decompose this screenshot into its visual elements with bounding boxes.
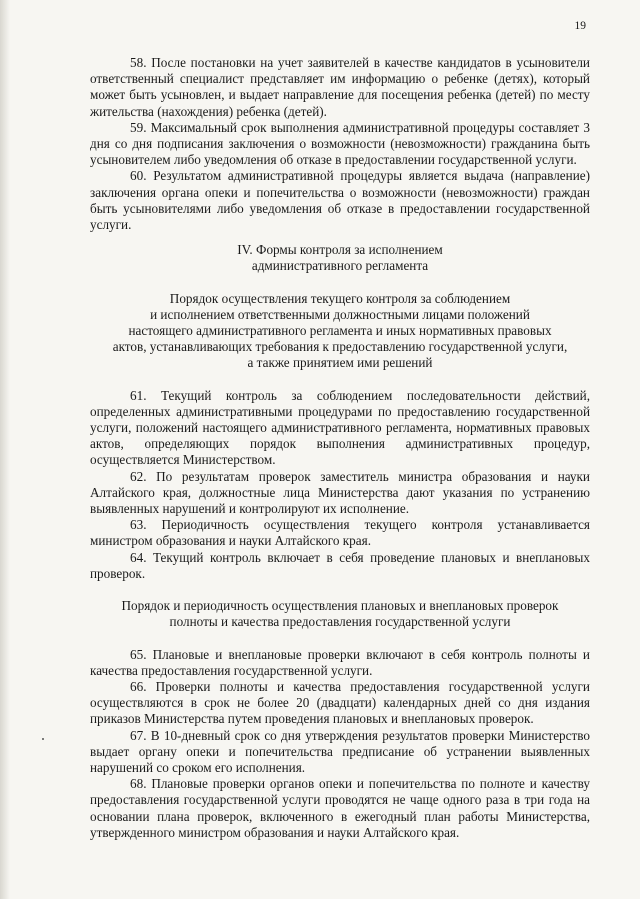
paragraph-58: 58. После постановки на учет заявителей в качестве кандидатов в усыновители ответственный специалист представляет им информацию о ребенке (детях), который может быть усыновлен, и выдает направление для посещения ребенка (детей) по месту жительства (нахождения) ребенка (детей).: [90, 55, 590, 119]
page-number: 19: [574, 20, 586, 32]
subheading-1-line-1: Порядок осуществления текущего контроля за соблюдением: [169, 290, 511, 306]
paragraph-66: 66. Проверки полноты и качества предоставления государственной услуги осуществляются в срок не более 20 (двадцати) календарных дней со дня издания приказов Министерства путем проведения плановых и внеплановых проверок.: [90, 678, 590, 727]
section-heading-line-1: IV. Формы контроля за исполнением: [237, 242, 443, 258]
subheading-2-line-2: полноты и качества предоставления государственной услуги: [169, 614, 511, 630]
section-heading: [90, 242, 590, 274]
paragraph-62: 62. По результатам проверок заместитель министра образования и науки Алтайского края, должностные лица Министерства дают указания по устранению выявленных нарушений и контролируют их исполнение.: [90, 468, 590, 517]
document-body: [90, 55, 590, 841]
paragraph-65: 65. Плановые и внеплановые проверки включают в себя контроль полноты и качества предоставления государственной услуги.: [90, 646, 590, 678]
subheading-current-control: [90, 291, 590, 372]
paragraph-67: 67. В 10-дневный срок со дня утверждения результатов проверки Министерство выдает органу опеки и попечительства предписание об устранении выявленных нарушений со сроком его исполнения.: [90, 727, 590, 775]
paragraph-64: 64. Текущий контроль включает в себя проведение плановых и внеплановых проверок.: [90, 549, 590, 581]
subheading-1-line-3: настоящего административного регламента и иных нормативных правовых: [128, 323, 552, 339]
subheading-1-line-2: и исполнением ответственными должностными лицами положений: [150, 306, 530, 322]
paragraph-68: 68. Плановые проверки органов опеки и попечительства по полноте и качеству предоставления государственной услуги проводятся не чаще одного раза в три года на основании плана проверок, включенного в ежегодный план работы Министерства, утвержденного министром образования и науки Алтайского края.: [90, 776, 590, 840]
section-heading-line-2: административного регламента: [251, 258, 429, 274]
subheading-inspections: [90, 598, 590, 630]
scan-speck: [42, 738, 44, 740]
paragraph-60: 60. Результатом административной процедуры является выдача (направление) заключения органа опеки и попечительства о возможности (невозможности) граждан быть усыновителями либо уведомления об отказе в предоставлении государственной услуги.: [90, 168, 590, 233]
subheading-1-line-4: актов, устанавливающих требования к предоставлению государственной услуги,: [112, 339, 568, 355]
paragraph-59: 59. Максимальный срок выполнения административной процедуры составляет 3 дня со дня подписания заключения о возможности (невозможности) гражданина быть усыновителем либо уведомления об отказе в предоставлении государственной услуги.: [90, 119, 590, 168]
subheading-1-line-5: а также принятием ими решений: [247, 355, 433, 371]
paragraph-63: 63. Периодичность осуществления текущего контроля устанавливается министром образования и науки Алтайского края.: [90, 517, 590, 549]
paragraph-61: 61. Текущий контроль за соблюдением последовательности действий, определенных административными процедурами по предоставлению государственной услуги, положений настоящего административного регламента, нормативных правовых актов, определяющих порядок выполнения административных процедур, осуществляется Министерством.: [90, 387, 590, 468]
subheading-2-line-1: Порядок и периодичность осуществления плановых и внеплановых проверок: [121, 598, 559, 614]
